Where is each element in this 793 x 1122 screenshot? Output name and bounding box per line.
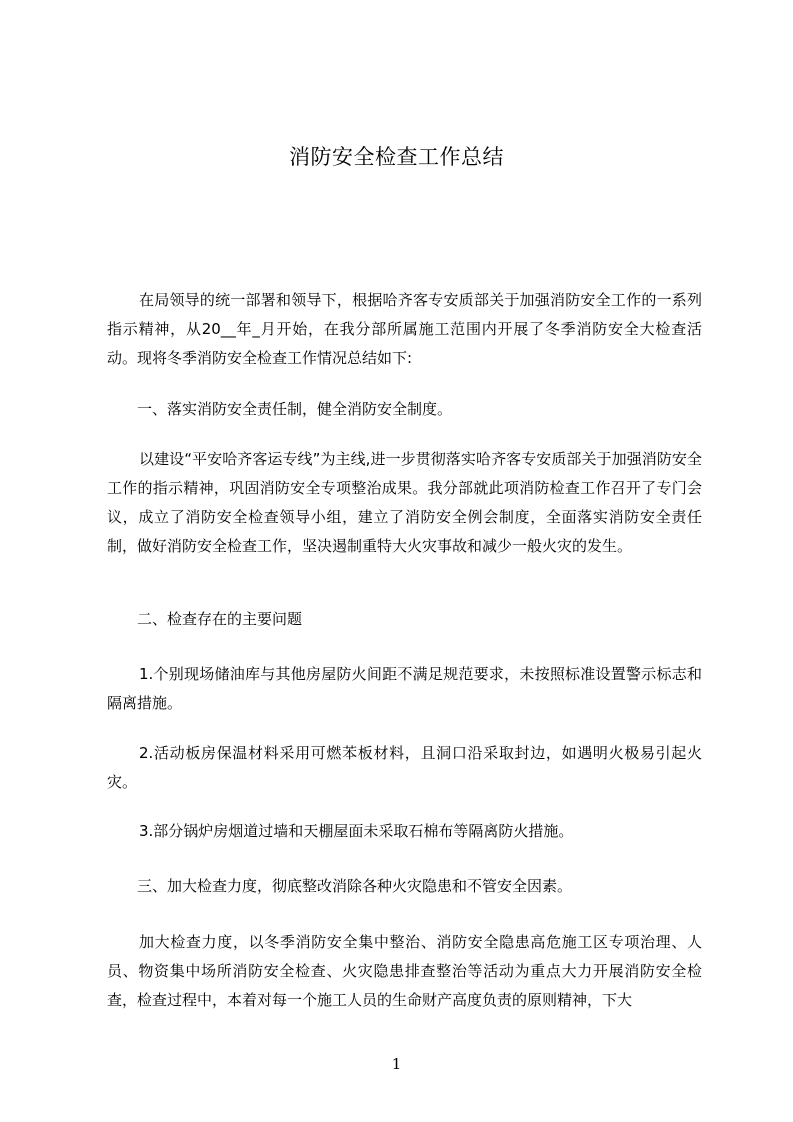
section-1-body: 以建设“平安哈齐客运专线”为主线,进一步贯彻落实哈齐客专安质部关于加强消防安全工作的指示精神，巩固消防安全专项整治成果。我分部就此项消防检查工作召开了专门会议，成立了消防安全检查领导小组，建立了消防安全例会制度，全面落实消防安全责任制，做好消防安全检查工作，坚决遏制重特大火灾事故和减少一般火灾的发生。	[107, 450, 702, 555]
section-3-body: 加大检查力度，以冬季消防安全集中整治、消防安全隐患高危施工区专项治理、人员、物资集中场所消防安全检查、火灾隐患排查整治等活动为重点大力开展消防安全检查，检查过程中，本着对每一个施工人员的生命财产高度负责的原则精神，下大	[107, 933, 702, 1009]
document-title: 消防安全检查工作总结	[289, 145, 504, 169]
section-3-heading: 三、加大检查力度，彻底整改消除各种火灾隐患和不管安全因素。	[137, 877, 573, 895]
section-1-heading: 一、落实消防安全责任制，健全消防安全制度。	[137, 400, 453, 418]
intro-paragraph: 在局领导的统一部署和领导下，根据哈齐客专安质部关于加强消防安全工作的一系列指示精神，从20__年_月开始，在我分部所属施工范围内开展了冬季消防安全大检查活动。现将冬季消防安全检查工作情况总结如下:	[107, 291, 702, 367]
issue-1-paragraph: 1.个别现场储油库与其他房屋防火间距不满足规范要求，未按照标准设置警示标志和隔离措施。	[107, 665, 702, 712]
issue-2-paragraph: 2.活动板房保温材料采用可燃苯板材料，且洞口沿采取封边，如遇明火极易引起火灾。	[107, 744, 702, 791]
issue-3-paragraph: 3.部分锅炉房烟道过墙和天棚屋面未采取石棉布等隔离防火措施。	[139, 822, 574, 840]
section-2-heading: 二、检查存在的主要问题	[137, 610, 303, 628]
page-number: 1	[391, 1055, 402, 1073]
